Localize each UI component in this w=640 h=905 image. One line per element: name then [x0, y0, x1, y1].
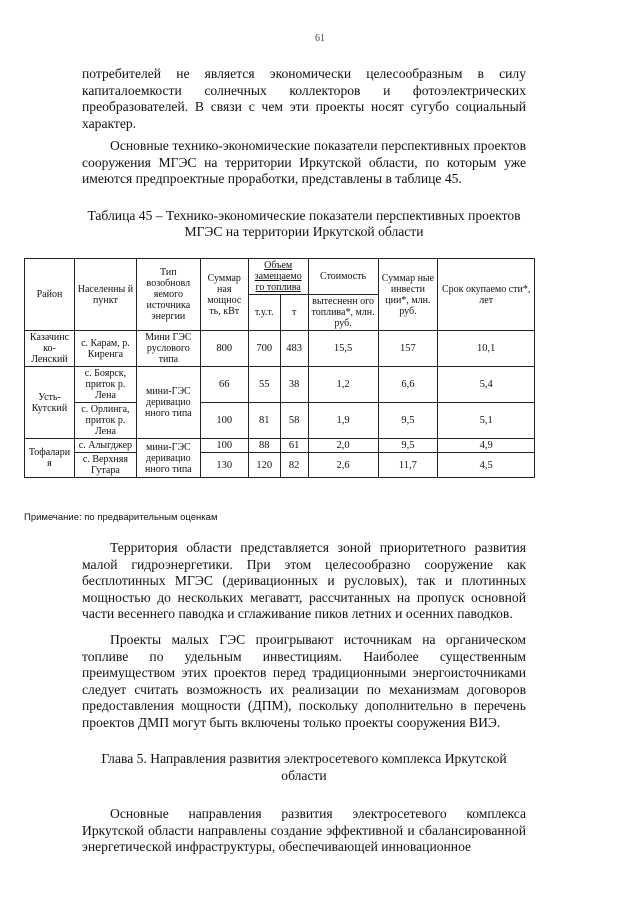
payback-cell: 4,9	[438, 439, 535, 453]
fuel-tut-cell: 120	[248, 453, 280, 478]
page-number: 61	[315, 33, 325, 44]
payback-cell: 4,5	[438, 453, 535, 478]
fuel-tut-cell: 700	[248, 331, 280, 367]
invest-cell: 9,5	[378, 439, 438, 453]
district-cell: Тофалари я	[25, 439, 75, 478]
header-fuel-tut: т.у.т.	[248, 295, 280, 331]
chapter-heading: Глава 5. Направления развития электросетевого комплекса Иркутской области	[101, 751, 507, 783]
cost-cell: 15,5	[308, 331, 378, 367]
cost-cell: 1,2	[308, 367, 378, 403]
payback-cell: 10,1	[438, 331, 535, 367]
table-row	[25, 367, 535, 403]
table-row	[25, 403, 535, 439]
table-row	[25, 331, 535, 367]
settlement-cell: с. Верхняя Гутара	[74, 453, 136, 478]
fuel-t-cell: 82	[280, 453, 308, 478]
header-invest: Суммар ные инвести ции*, млн. руб.	[378, 259, 438, 331]
type-cell: Мини ГЭС руслового типа	[136, 331, 200, 367]
table-caption: Таблица 45 – Технико-экономические показатели перспективных проектов МГЭС на территории Иркутской области	[87, 208, 521, 239]
table-note: Примечание: по предварительным оценкам	[24, 512, 218, 523]
paragraph-small-hpp: Проекты малых ГЭС проигрывают источникам на органическом топливе по удельным инвестициям. Наиболее существенным преимуществом этих проектов перед традиционными энергоисточниками следует считать возможность их реализации по механизмам договоров предоставления мощности (ДПМ), поскольку дополнительно в перечень проектов ДМП могут быть включены только проекты сооружения ВИЭ.	[82, 632, 526, 730]
settlement-cell: с. Карам, р. Киренга	[74, 331, 136, 367]
fuel-t-cell: 58	[280, 403, 308, 439]
header-capacity: Суммар ная мощнос ть, кВт	[200, 259, 248, 331]
settlement-cell: с. Боярск, приток р. Лена	[74, 367, 136, 403]
settlement-cell: с. Орлинга, приток р. Лена	[74, 403, 136, 439]
capacity-cell: 100	[200, 403, 248, 439]
type-cell: мини-ГЭС деривацио нного типа	[136, 367, 200, 439]
table-row	[25, 439, 535, 453]
invest-cell: 157	[378, 331, 438, 367]
intro-paragraph: потребителей не является экономически целесообразным в силу капиталоемкости солнечных коллекторов и фотоэлектрических преобразователей. В связи с чем эти проекты носят сугубо социальный характер.	[82, 66, 526, 131]
header-district: Район	[25, 259, 75, 331]
payback-cell: 5,1	[438, 403, 535, 439]
table-row	[25, 453, 535, 478]
district-cell: Усть-Кутский	[25, 367, 75, 439]
type-cell: мини-ГЭС деривацио нного типа	[136, 439, 200, 478]
header-payback: Срок окупаемо сти*, лет	[438, 259, 535, 331]
header-cost-sub: вытесненн ого топлива*, млн. руб.	[308, 295, 378, 331]
header-fuel-t: т	[280, 295, 308, 331]
cost-cell: 2,6	[308, 453, 378, 478]
settlement-cell: с. Алыгджер	[74, 439, 136, 453]
invest-cell: 11,7	[378, 453, 438, 478]
payback-cell: 5,4	[438, 367, 535, 403]
capacity-cell: 66	[200, 367, 248, 403]
capacity-cell: 800	[200, 331, 248, 367]
header-settlement: Населенны й пункт	[74, 259, 136, 331]
cost-cell: 1,9	[308, 403, 378, 439]
invest-cell: 6,6	[378, 367, 438, 403]
fuel-tut-cell: 81	[248, 403, 280, 439]
fuel-t-cell: 61	[280, 439, 308, 453]
paragraph-territory: Территория области представляется зоной приоритетного развития малой гидроэнергетики. При этом целесообразно сооружение как бесплотинных МГЭС (деривационных и русловых), так и плотинных мощностью до нескольких мегаватт, рассчитанных на пропуск основной части весеннего паводка и сглаживание пиков летних и осенних паводков.	[82, 540, 526, 622]
capacity-cell: 100	[200, 439, 248, 453]
cost-cell: 2,0	[308, 439, 378, 453]
fuel-t-cell: 38	[280, 367, 308, 403]
intro-paragraph-2: Основные технико-экономические показатели перспективных проектов сооружения МГЭС на территории Иркутской области, по которым уже имеются предпроектные проработки, представлены в таблице 45.	[82, 138, 526, 187]
fuel-tut-cell: 55	[248, 367, 280, 403]
header-cost-group: Стоимость	[308, 259, 378, 295]
paragraph-grid: Основные направления развития электросетевого комплекса Иркутской области направлены создание эффективной и сбалансированной энергетической инфраструктуры, обеспечивающей инновационное	[82, 806, 526, 855]
header-fuel-group: Объем замещаемо го топлива	[248, 259, 308, 295]
capacity-cell: 130	[200, 453, 248, 478]
fuel-t-cell: 483	[280, 331, 308, 367]
fuel-tut-cell: 88	[248, 439, 280, 453]
invest-cell: 9,5	[378, 403, 438, 439]
district-cell: Казачинс ко-Ленский	[25, 331, 75, 367]
data-table	[24, 258, 535, 478]
header-type: Тип возобновл яемого источника энергии	[136, 259, 200, 331]
table-header-row	[25, 259, 535, 295]
